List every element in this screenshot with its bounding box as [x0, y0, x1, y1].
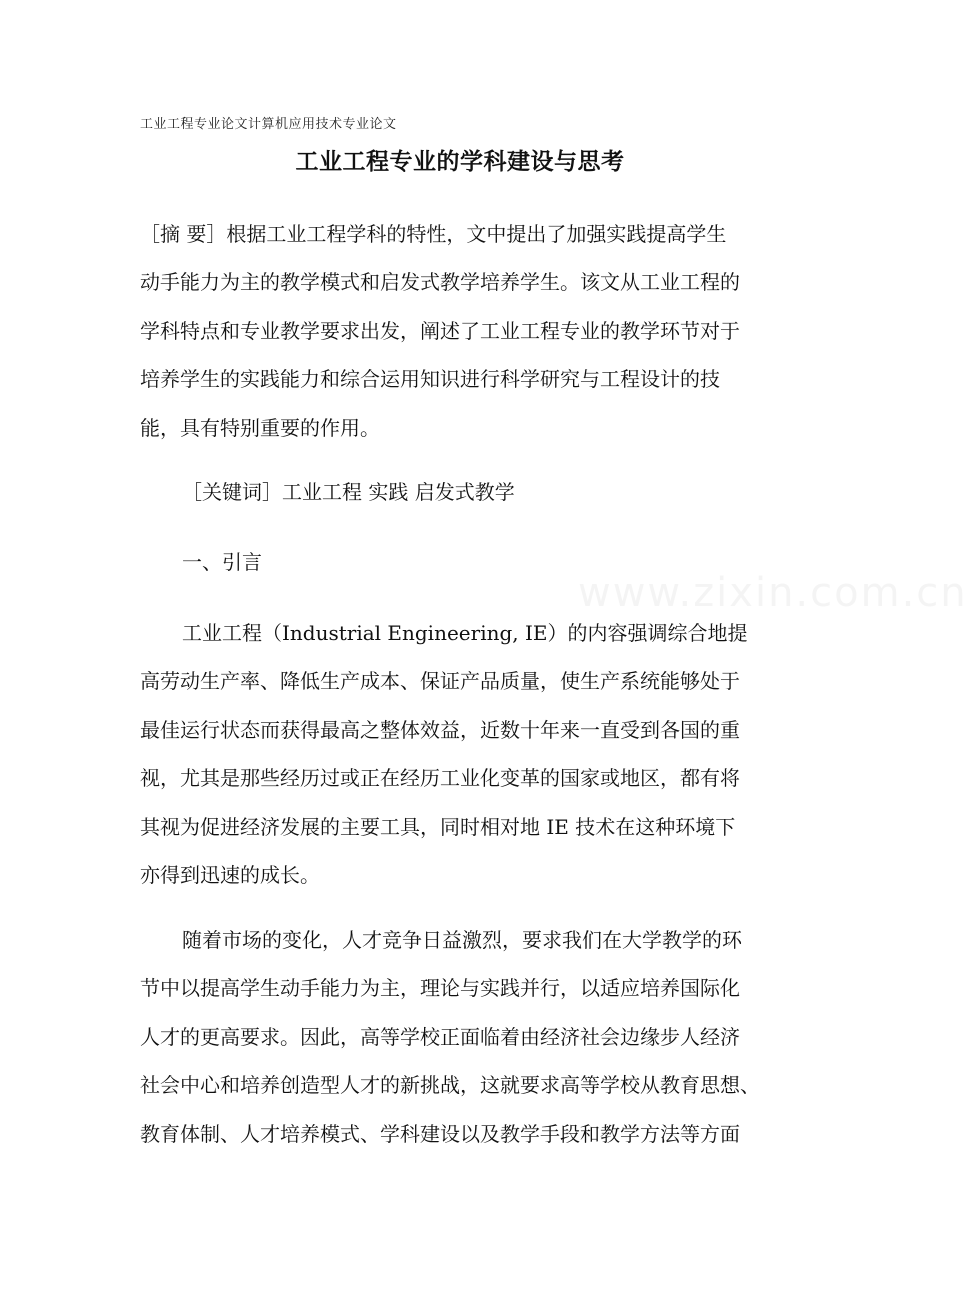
paragraph-line: 教育体制、人才培养模式、学科建设以及教学手段和教学方法等方面: [140, 1121, 740, 1146]
intro-paragraph-2: [140, 916, 800, 1158]
abstract-paragraph: [140, 210, 800, 452]
paragraph-line: 节中以提高学生动手能力为主，理论与实践并行，以适应培养国际化: [140, 976, 740, 1001]
abstract-line: 能，具有特别重要的作用。: [140, 415, 380, 440]
section-heading-text: 一、引言: [182, 550, 262, 574]
document-title: 工业工程专业的学科建设与思考: [295, 149, 625, 175]
abstract-line: 学科特点和专业教学要求出发，阐述了工业工程专业的教学环节对于: [140, 318, 740, 343]
paragraph-line: 随着市场的变化，人才竞争日益激烈，要求我们在大学教学的环: [182, 928, 742, 952]
paragraph-line: 最佳运行状态而获得最高之整体效益，近数十年来一直受到各国的重: [140, 717, 740, 742]
paragraph-line: 视，尤其是那些经历过或正在经历工业化变革的国家或地区，都有将: [140, 766, 740, 791]
paragraph-line: 高劳动生产率、降低生产成本、保证产品质量，使生产系统能够处于: [140, 669, 740, 694]
paragraph-line: 其视为促进经济发展的主要工具，同时相对地 IE 技术在这种环境下: [140, 814, 736, 839]
intro-paragraph-1: [140, 609, 800, 899]
abstract-line: 动手能力为主的教学模式和启发式教学培养学生。该文从工业工程的: [140, 270, 740, 295]
paragraph-line: 人才的更高要求。因此，高等学校正面临着由经济社会边缘步人经济: [140, 1024, 740, 1049]
paragraph-line: 亦得到迅速的成长。: [140, 862, 320, 887]
abstract-line: ［摘 要］根据工业工程学科的特性，文中提出了加强实践提高学生: [140, 222, 727, 246]
keywords-paragraph: [140, 468, 800, 516]
document-header: 工业工程专业论文计算机应用技术专业论文: [140, 117, 397, 132]
watermark: www.zixin.com.cn: [578, 570, 968, 616]
paragraph-line: 工业工程（Industrial Engineering, IE）的内容强调综合地提: [182, 621, 748, 645]
paragraph-line: 社会中心和培养创造型人才的新挑战，这就要求高等学校从教育思想、: [140, 1073, 760, 1098]
keywords-line: ［关键词］工业工程 实践 启发式教学: [182, 480, 515, 504]
abstract-line: 培养学生的实践能力和综合运用知识进行科学研究与工程设计的技: [140, 367, 720, 392]
section-heading: [140, 538, 800, 586]
